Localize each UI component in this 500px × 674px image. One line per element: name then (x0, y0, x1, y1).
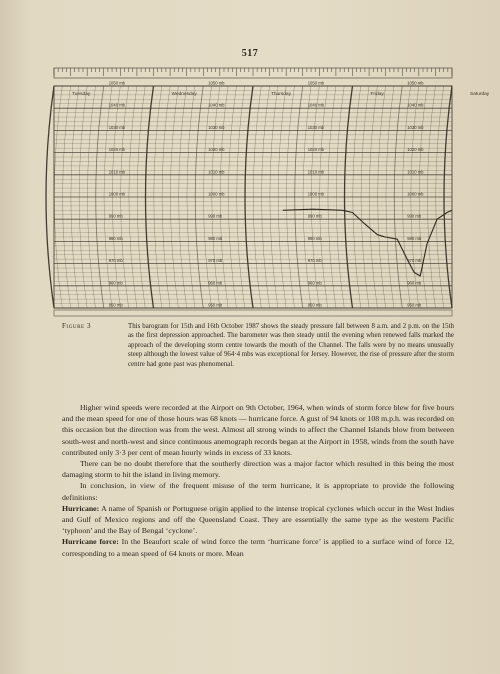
figure-caption (62, 322, 454, 369)
pressure-tick-label: 960 mb (108, 280, 123, 286)
pressure-tick-label: 950 mb (208, 302, 223, 308)
definition-text: In the Beaufort scale of wind force the term ‘hurricane force’ is applied to a surface wind of force 12, corresponding to a mean speed of 64 knots or more. Mean (62, 537, 454, 558)
pressure-tick-label: 1050 mb (307, 80, 325, 86)
barogram-chart (48, 60, 490, 320)
pressure-tick-label: 1000 mb (108, 191, 126, 197)
pressure-tick-label: 980 mb (407, 235, 422, 241)
definition-term: Hurricane force: (62, 537, 119, 547)
pressure-tick-label: 980 mb (108, 235, 123, 241)
day-label: Wednesday (171, 92, 197, 97)
pressure-tick-label: 1030 mb (108, 124, 126, 130)
pressure-tick-label: 970 mb (108, 258, 123, 264)
pressure-tick-label: 950 mb (407, 302, 422, 308)
pressure-tick-label: 1020 mb (208, 147, 225, 153)
pressure-tick-label: 960 mb (307, 280, 322, 286)
definition-text: A name of Spanish or Portuguese origin applied to the intense tropical cyclones which occur in the West Indies and Gulf of Mexico regions and off the Queensland Coast. They are essentially the same type as the western Pacific ‘typhoon’ and the Bay of Bengal ‘cyclone’. (62, 503, 454, 536)
pressure-tick-label: 1000 mb (307, 191, 325, 197)
day-label: Friday (370, 92, 384, 97)
figure-caption-text: This barogram for 15th and 16th October 1987 shows the steady pressure fall between 8 a.m. and 2 p.m. on the 15th as the first depression approached. The barometer was then steady until the evening when renewed falls marked the approach of the developing storm centre towards the mouth of the Channel. The falls were by no means unusually steep although the lowest value of 964·4 mbs was exceptional for Jersey. However, the rise of pressure after the storm centre had gone past was phenomenal. (128, 323, 454, 368)
pressure-tick-label: 1050 mb (108, 80, 126, 86)
pressure-tick-label: 1040 mb (208, 102, 225, 108)
pressure-tick-label: 990 mb (208, 213, 223, 219)
definition-hurricane (62, 503, 454, 537)
pressure-tick-label: 1000 mb (208, 191, 225, 197)
day-label: Saturday (470, 92, 490, 97)
chart-bottom-strip (54, 310, 452, 316)
pressure-tick-label: 1010 mb (407, 169, 424, 175)
definition-term: Hurricane: (62, 503, 100, 513)
pressure-tick-label: 980 mb (208, 235, 223, 241)
grid-line-time (46, 86, 54, 308)
pressure-tick-label: 1030 mb (407, 124, 424, 130)
figure-label: Figure 3 (62, 323, 92, 330)
day-label: Thursday (271, 92, 291, 97)
pressure-tick-label: 1020 mb (307, 147, 325, 153)
pressure-tick-label: 950 mb (108, 302, 123, 308)
pressure-tick-label: 1040 mb (307, 102, 325, 108)
pressure-tick-label: 1040 mb (108, 102, 126, 108)
pressure-tick-label: 990 mb (108, 213, 123, 219)
pressure-tick-label: 1000 mb (407, 191, 424, 197)
pressure-tick-label: 1020 mb (108, 147, 126, 153)
pressure-tick-label: 1050 mb (208, 80, 225, 86)
pressure-tick-label: 960 mb (407, 280, 422, 286)
day-label: Tuesday (72, 92, 91, 97)
pressure-tick-label: 950 mb (307, 302, 322, 308)
body-text (62, 402, 454, 559)
pressure-tick-label: 960 mb (208, 280, 223, 286)
pressure-tick-label: 1020 mb (407, 147, 424, 153)
barogram-svg (48, 60, 490, 320)
pressure-tick-label: 1030 mb (208, 124, 225, 130)
paragraph: In conclusion, in view of the frequent misuse of the term hurricane, it is appropriate to provide the following definitions: (62, 481, 454, 502)
pressure-tick-label: 970 mb (407, 258, 422, 264)
pressure-tick-label: 990 mb (407, 213, 422, 219)
definition-hurricane-force (62, 536, 454, 558)
pressure-tick-label: 1010 mb (307, 169, 325, 175)
page-number: 517 (241, 48, 259, 59)
paragraph: There can be no doubt therefore that the southerly direction was a major factor which resulted in this being the most damaging storm to hit the island in living memory. (62, 459, 454, 480)
pressure-tick-label: 1050 mb (407, 80, 424, 86)
pressure-tick-label: 1010 mb (208, 169, 225, 175)
pressure-tick-label: 970 mb (307, 258, 322, 264)
pressure-tick-label: 990 mb (307, 213, 322, 219)
paragraph: Higher wind speeds were recorded at the Airport on 9th October, 1964, when winds of storm force blew for five hours and the mean speed for one of those hours was 68 knots — hurricane force. A gust of 94 knots or 108 m.p.h. was recorded on this occasion but the direction was from the west. Almost all strong winds to affect the Channel Islands blow from between south-west and north-west and since continuous anemograph records began at the Airport in 1958, winds from the south have contributed only 3·3 per cent of mean hourly winds in excess of 33 knots. (62, 403, 454, 457)
pressure-tick-label: 1030 mb (307, 124, 325, 130)
pressure-tick-label: 1040 mb (407, 102, 424, 108)
pressure-tick-label: 970 mb (208, 258, 223, 264)
pressure-tick-label: 980 mb (307, 235, 322, 241)
pressure-tick-label: 1010 mb (108, 169, 126, 175)
